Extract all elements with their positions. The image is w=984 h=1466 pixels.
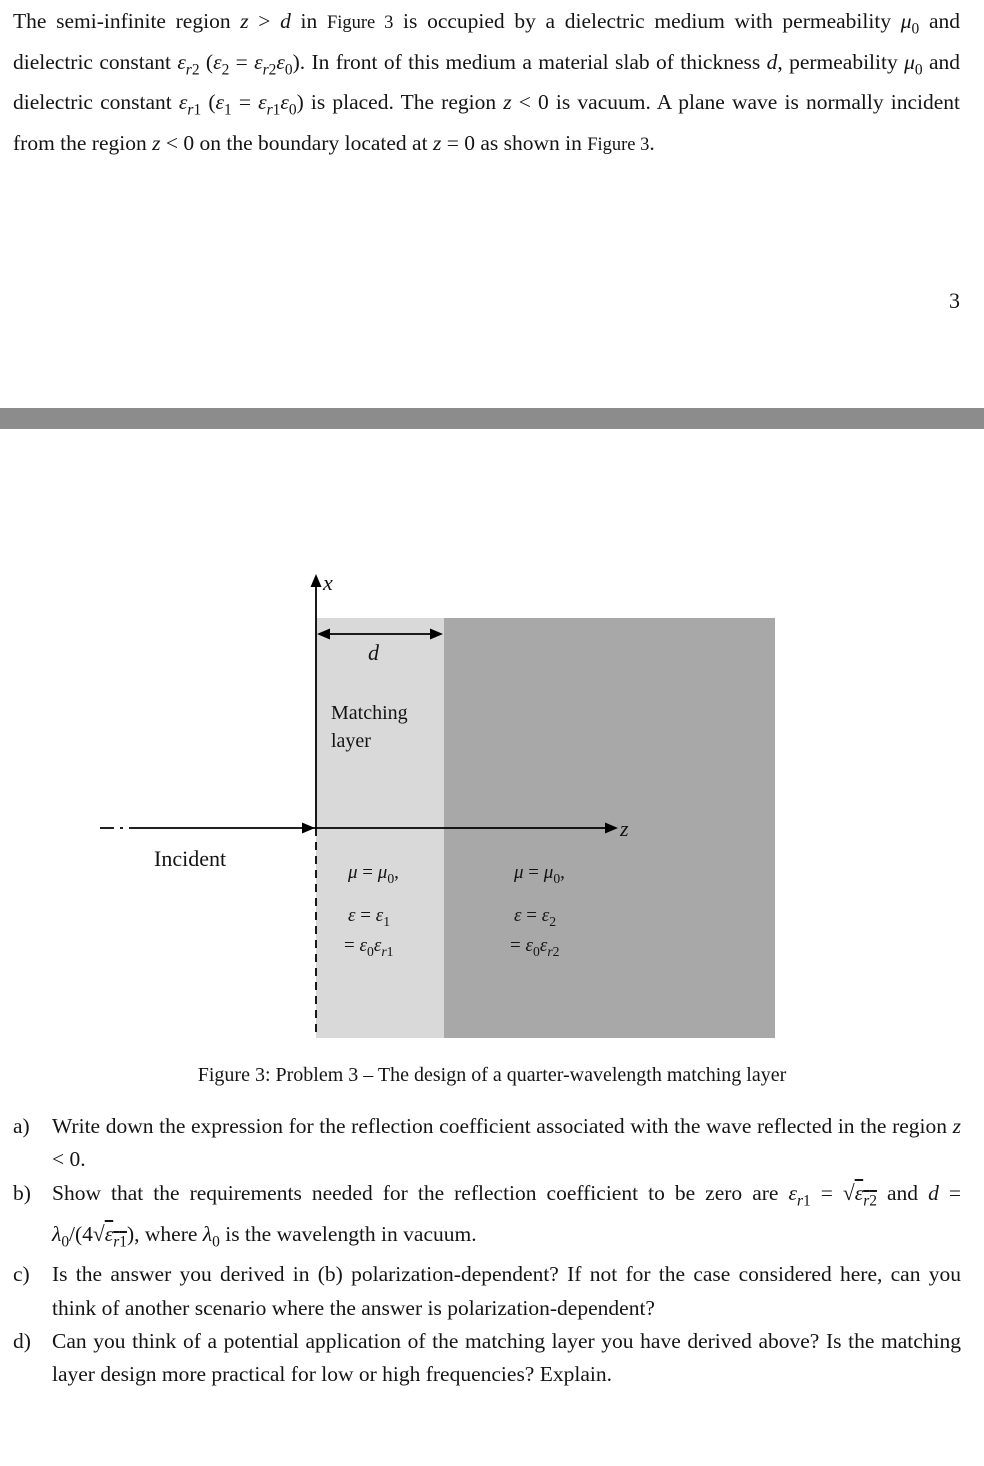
x-axis-label: x	[323, 570, 333, 595]
region1-permittivity-label: $\varepsilon = \varepsilon_1$	[348, 905, 391, 929]
figure-caption: Figure 3: Problem 3 – The design of a quarter-wavelength matching layer	[197, 1064, 787, 1086]
questions-list	[13, 1110, 961, 1392]
question-label: d)	[13, 1329, 31, 1354]
question-text: Is the answer you derived in (b) polarization-dependent? If not for the case considered here, can you think of another scenario where the answer is polarization-dependent?	[52, 1262, 961, 1320]
question-item-c	[13, 1258, 961, 1325]
page-number: 3	[949, 288, 960, 313]
region1-permeability-label: $\mu = \mu_0$,	[348, 862, 399, 886]
x-axis-arrowhead-icon	[311, 574, 322, 587]
z-axis-label: z	[620, 816, 629, 841]
matching-layer-label: Matching layer	[331, 702, 408, 752]
question-label: c)	[13, 1262, 30, 1287]
incident-arrowhead-icon	[302, 823, 315, 834]
region2-permittivity-expanded-label: = $\varepsilon_0\varepsilon_{r2}$	[510, 935, 560, 959]
region1-permittivity-expanded-label: = $\varepsilon_0\varepsilon_{r1}$	[344, 935, 394, 959]
question-item-b	[13, 1177, 961, 1258]
region2-permeability-label: $\mu = \mu_0$,	[514, 862, 565, 886]
figure-3-diagram	[0, 560, 984, 1060]
question-text: Write down the expression for the reflection coefficient associated with the wave reflected in the region z < 0.	[52, 1114, 961, 1172]
page-separator-bar	[0, 408, 984, 429]
region2-permittivity-label: $\varepsilon = \varepsilon_2$	[514, 905, 557, 929]
question-label: b)	[13, 1180, 31, 1205]
incident-label: Incident	[154, 846, 227, 871]
question-text: Show that the requirements needed for the reflection coefficient to be zero are $\varepsilon_{r1} = √\varepsilon_{r2}$ and $d = \lambda_0/(4√\varepsilon_{r1})$, where $\lambda_0$ is the wavelength in vacuum.	[52, 1180, 961, 1250]
question-item-a	[13, 1110, 961, 1177]
question-label: a)	[13, 1114, 30, 1138]
question-item-d	[13, 1325, 961, 1392]
figure-canvas	[0, 560, 984, 1060]
problem-statement: The semi-infinite region z > d in Figure 3 is occupied by a dielectric medium with permeability $\mu_0$ and dielectric constant $\varepsilon_{r2}$ $(\varepsilon_2 = \varepsilon_{r2}\varepsilon_0)$. In front of this medium a material slab of thickness d, permeability $\mu_0$ and dielectric constant $\varepsilon_{r1}$ $(\varepsilon_1 = \varepsilon_{r1}\varepsilon_0)$ is placed. The region z < 0 is vacuum. A plane wave is normally incident from the region z < 0 on the boundary located at z = 0 as shown in Figure 3.	[13, 9, 960, 156]
thickness-label: d	[368, 640, 379, 665]
question-text: Can you think of a potential application of the matching layer you have derived above? Is the matching layer design more practical for low or high frequencies? Explain.	[52, 1329, 961, 1387]
